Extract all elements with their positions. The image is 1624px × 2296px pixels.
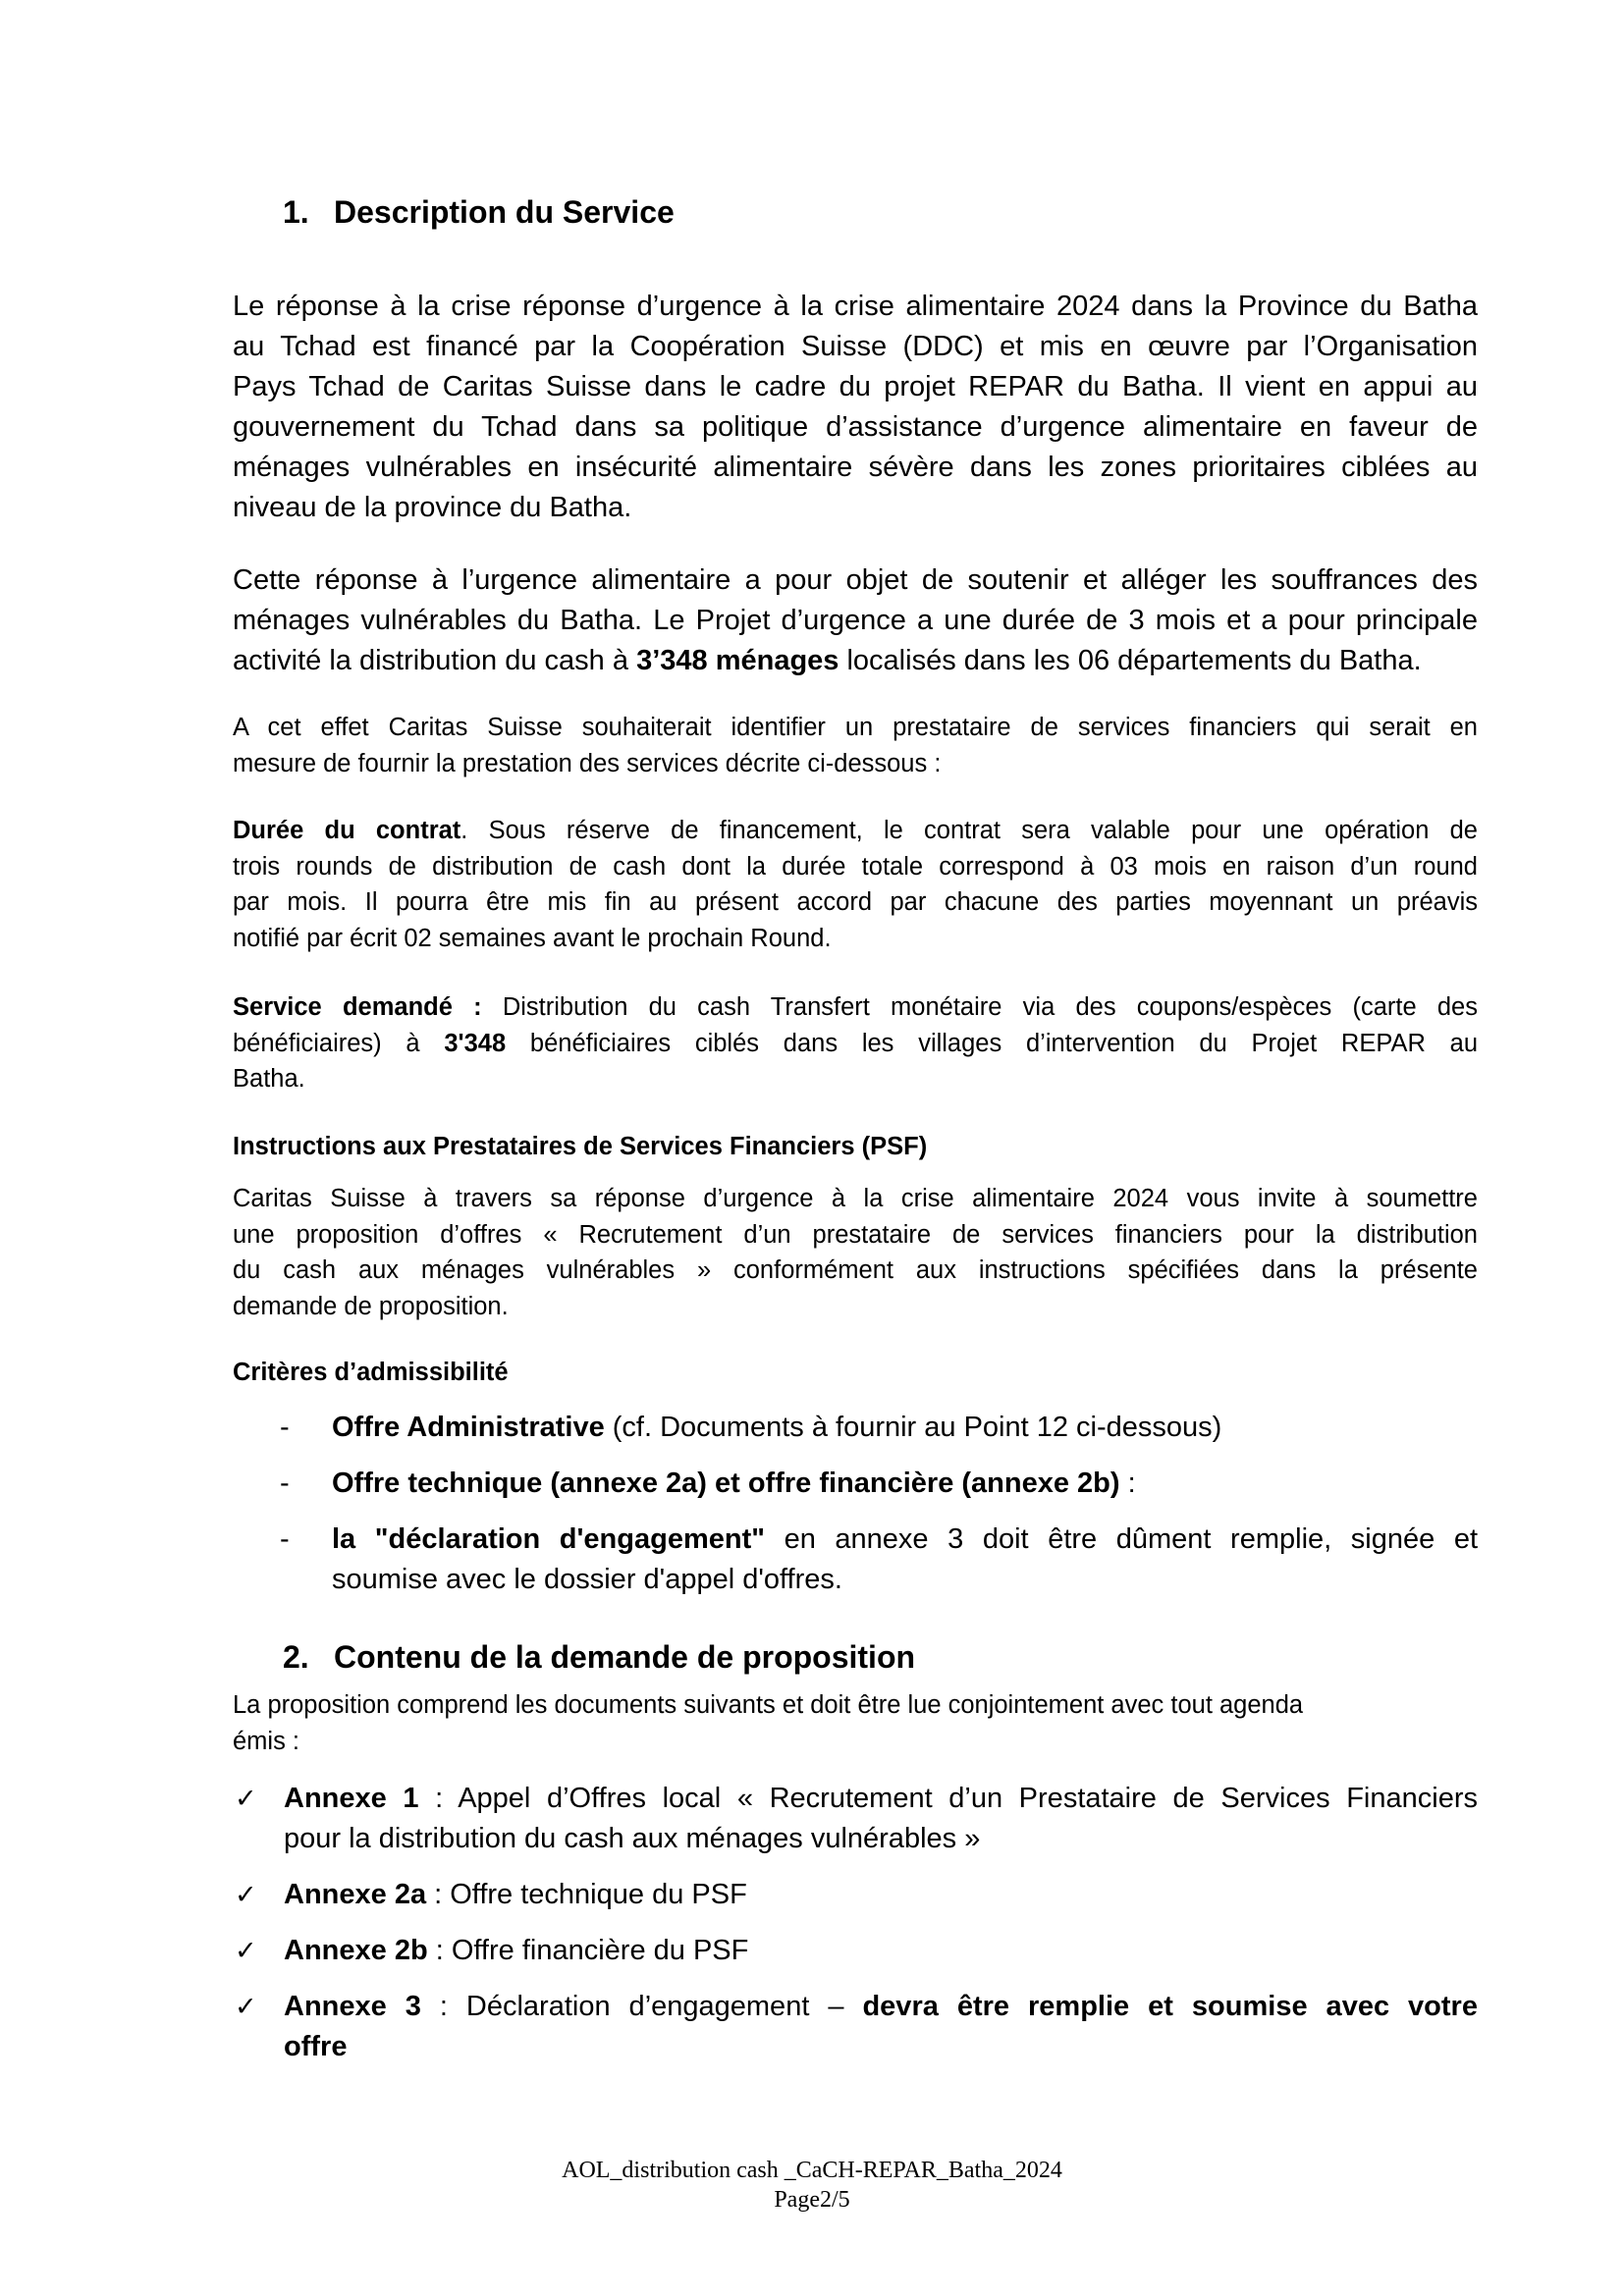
- paragraph-line: ménages vulnérables en insécurité alimentaire sévère dans les zones prioritaires ciblées au: [233, 452, 1478, 483]
- section-1-heading: [283, 192, 1265, 232]
- check-mark-icon: ✓: [235, 1880, 257, 1910]
- dash-bullet: -: [280, 1468, 290, 1499]
- paragraph-objective: [233, 561, 1478, 681]
- paragraph-line: niveau de la province du Batha.: [233, 492, 632, 523]
- text-run: : Offre financière du PSF: [427, 1935, 749, 1966]
- annex-label: Annexe 2b: [284, 1935, 428, 1966]
- criteria-line: [332, 1520, 1478, 1560]
- section-2-heading: [283, 1637, 1265, 1677]
- paragraph-line: demande de proposition.: [233, 1292, 509, 1320]
- annex-line: pour la distribution du cash aux ménages vulnérables »: [284, 1823, 981, 1854]
- text-run: bénéficiaires ciblés dans les villages d’intervention du Projet REPAR au: [506, 1029, 1478, 1057]
- annex-text: [284, 1931, 1478, 1971]
- paragraph-line: gouvernement du Tchad dans sa politique d’assistance d’urgence alimentaire en faveur de: [233, 411, 1478, 443]
- text-run: activité la distribution du cash à: [233, 645, 637, 676]
- check-mark-icon: ✓: [235, 1936, 257, 1966]
- paragraph-line: Le réponse à la crise réponse d’urgence à la crise alimentaire 2024 dans la Province du Batha: [233, 291, 1478, 322]
- paragraph-service-requested: [233, 989, 1478, 1097]
- section-1-title: Description du Service: [334, 194, 675, 230]
- paragraph-line: La proposition comprend les documents suivants et doit être lue conjointement avec tout agenda: [233, 1691, 1304, 1719]
- criteria-text: [332, 1408, 1478, 1448]
- beneficiaries-count: 3'348: [444, 1029, 507, 1057]
- paragraph-line: Pays Tchad de Caritas Suisse dans le cadre du projet REPAR du Batha. Il vient en appui au: [233, 371, 1478, 402]
- paragraph-instructions: [233, 1181, 1478, 1324]
- paragraph-line: Batha.: [233, 1065, 305, 1093]
- criteria-text: [332, 1464, 1478, 1504]
- paragraph-line: une proposition d’offres « Recrutement d’un prestataire de services financiers pour la distribution: [233, 1220, 1478, 1249]
- text-run: devra être remplie et soumise avec votre: [862, 1991, 1478, 2022]
- paragraph-line: au Tchad est financé par la Coopération Suisse (DDC) et mis en œuvre par l’Organisation: [233, 331, 1478, 362]
- text-run: : Offre technique du PSF: [426, 1879, 747, 1910]
- text-run: :: [1119, 1468, 1136, 1499]
- annex-text: [284, 1987, 1478, 2067]
- text-run: . Sous réserve de financement, le contrat sera valable pour une opération de: [460, 817, 1478, 844]
- paragraph-line: [233, 989, 1478, 1026]
- annex-label: Annexe 2a: [284, 1879, 427, 1910]
- annex-line: [284, 1987, 1478, 2027]
- text-run: en annexe 3 doit être dûment remplie, signée et: [765, 1523, 1478, 1555]
- paragraph-purpose: [233, 710, 1478, 781]
- annex-label: Annexe 1: [284, 1783, 419, 1814]
- paragraph-line: trois rounds de distribution de cash dont la durée totale correspond à 03 mois en raison d’un round: [233, 852, 1478, 881]
- section-2-intro: [233, 1687, 1478, 1759]
- paragraph-line: notifié par écrit 02 semaines avant le prochain Round.: [233, 924, 832, 952]
- paragraph-line: Caritas Suisse à travers sa réponse d’urgence à la crise alimentaire 2024 vous invite à soumettre: [233, 1185, 1478, 1212]
- annex-line: [284, 2027, 1478, 2067]
- footer-page-number: Page2/5: [774, 2187, 850, 2213]
- annex-line: [284, 1779, 1478, 1819]
- text-run: (cf. Documents à fournir au Point 12 ci-dessous): [604, 1412, 1222, 1443]
- paragraph-line: émis :: [233, 1727, 300, 1755]
- paragraph-line: du cash aux ménages vulnérables » conformément aux instructions spécifiées dans la présente: [233, 1256, 1478, 1284]
- households-count: 3’348 ménages: [636, 645, 839, 676]
- section-2-title: Contenu de la demande de proposition: [334, 1639, 916, 1675]
- paragraph-line: A cet effet Caritas Suisse souhaiterait identifier un prestataire de services financiers qui serait en: [233, 714, 1478, 741]
- text-run: Offre technique (annexe 2a) et offre financière (annexe 2b): [332, 1468, 1120, 1499]
- text-run: : Déclaration d’engagement –: [420, 1991, 863, 2022]
- paragraph-line: [233, 1026, 1478, 1062]
- text-run: la "déclaration d'engagement": [332, 1523, 765, 1555]
- check-mark-icon: ✓: [235, 1784, 257, 1814]
- eligibility-heading: Critères d’admissibilité: [233, 1359, 509, 1386]
- section-2-number: 2.: [283, 1639, 309, 1675]
- dash-bullet: -: [280, 1412, 290, 1443]
- annex-label: Annexe 3: [284, 1991, 421, 2022]
- criteria-text: [332, 1520, 1478, 1600]
- criteria-line: soumise avec le dossier d'appel d'offres.: [332, 1564, 842, 1595]
- paragraph-line: ménages vulnérables du Batha. Le Projet d’urgence a une durée de 3 mois et a pour principale: [233, 605, 1478, 636]
- text-run: : Appel d’Offres local « Recrutement d’un Prestataire de Services Financiers: [418, 1783, 1478, 1814]
- text-run: Offre Administrative: [332, 1412, 605, 1443]
- text-run: bénéficiaires) à: [233, 1029, 445, 1057]
- paragraph-line: [233, 813, 1478, 849]
- instructions-heading: Instructions aux Prestataires de Services Financiers (PSF): [233, 1133, 928, 1160]
- text-run: localisés dans les 06 départements du Batha.: [839, 645, 1422, 676]
- paragraph-line: par mois. Il pourra être mis fin au présent accord par chacune des parties moyennant un préavis: [233, 888, 1478, 916]
- paragraph-line: mesure de fournir la prestation des services décrite ci-dessous :: [233, 749, 942, 777]
- paragraph-line: Cette réponse à l’urgence alimentaire a pour objet de soutenir et alléger les souffrances des: [233, 564, 1478, 596]
- paragraph-context: [233, 287, 1478, 528]
- service-label: Service demandé :: [233, 993, 482, 1021]
- paragraph-line: [233, 641, 1478, 681]
- footer-doc-ref: AOL_distribution cash _CaCH-REPAR_Batha_2024: [562, 2158, 1062, 2183]
- text-run: offre: [284, 2031, 348, 2062]
- dash-bullet: -: [280, 1523, 290, 1555]
- annex-text: [284, 1875, 1478, 1915]
- check-mark-icon: ✓: [235, 1992, 257, 2022]
- paragraph-contract-duration: [233, 813, 1478, 956]
- contract-duration-label: Durée du contrat: [233, 817, 461, 844]
- section-1-number: 1.: [283, 194, 309, 230]
- annex-text: [284, 1779, 1478, 1859]
- text-run: Distribution du cash Transfert monétaire via des coupons/espèces (carte des: [481, 993, 1478, 1021]
